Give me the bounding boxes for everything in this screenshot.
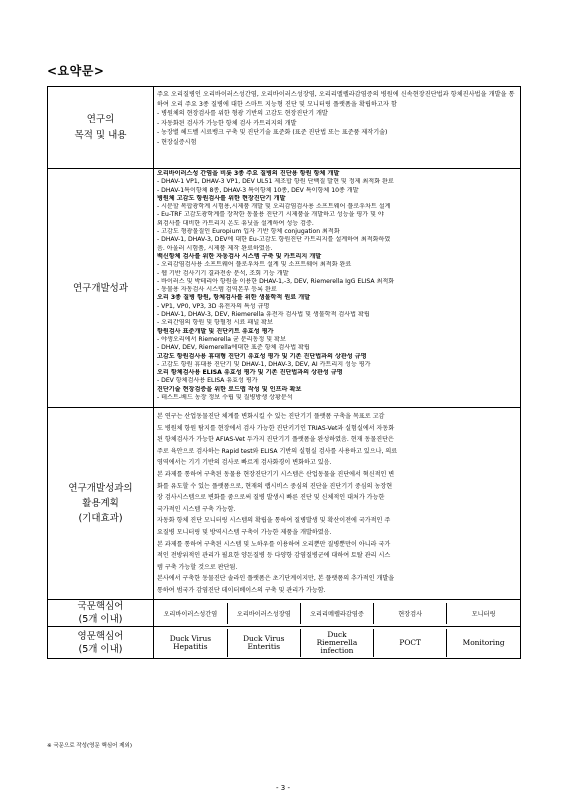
keyword-en: [374, 629, 447, 657]
keyword-en-line: Hepatitis: [173, 641, 208, 651]
results-item: - DHAV-1, DHAV-3, DEV에 대한 Eu-고감도 항원진단 카트리지를 설계하여 최적화하였: [157, 236, 391, 244]
plan-line: 주로 육안으로 검사하는 Rapid test와 ELISA 기반의 실험실 검사를 사용하고 있으나, 의료: [157, 447, 398, 455]
plan-line: 화를 유도할 수 있는 플랫폼으로, 현재의 랩시비스 중심의 진단을 진단기기 중심의 농장현: [157, 482, 393, 490]
results-item: - 테스트-베드 농장 정보 수립 및 질병방생 상황분석: [157, 394, 293, 402]
results-item: - 오리간염의 항원 및 항혈청 시료 패널 확보: [157, 319, 273, 327]
keyword-en: [447, 629, 520, 657]
keywords-en-label: [48, 627, 154, 659]
keyword-ko: 오리바이러스성간염: [163, 610, 218, 618]
keywords-en-cell: [154, 627, 521, 659]
results-item: - 바이러스 및 박테리아 항원을 이용한 DHAV-1,-3, DEV, Riemerella IgG ELISA 최적화: [157, 277, 395, 285]
plan-label-line: (기대효과): [78, 513, 123, 524]
results-heading: 오리 3종 질병 항원, 항체검사를 위한 생물학적 원료 개발: [157, 294, 311, 302]
results-item: - 시분할 복합광학계 시험용,시제품 개발 및 오리감염검사용 소프트웨어 플로우차트 설계: [157, 203, 391, 211]
results-item: - DHAV, DEV, Riemerella에대한 표준 항체 검사법 확립: [157, 344, 310, 352]
results-content: [154, 169, 521, 408]
keyword-en-line: Duck: [327, 629, 347, 639]
keywords-ko-table: [154, 603, 520, 624]
keyword-en-line: Duck Virus: [243, 633, 285, 643]
keyword-en-line: POCT: [399, 637, 421, 647]
results-item: - 야생오리에서 Riemerella 균 분리동정 및 확보: [157, 335, 286, 343]
plan-line: 통하여 범국가 감염진단 데이터베이스의 구축 및 관리가 가능함.: [157, 586, 326, 594]
keyword-en: [300, 629, 373, 657]
results-item: - DHAV-1, DHAV-3, DEV, Riemerella 유전자 검사법 및 생물학적 검사법 확립: [157, 311, 370, 319]
results-item: - DEV 항체검사용 ELISA 유효성 평가: [157, 377, 258, 385]
results-heading: 백신항체 검사를 위한 자동검사 시스템 구축 및 카트리지 개발: [157, 252, 322, 260]
results-item: - 동물용 자동검사 시스템 검역본부 등록 완료: [157, 286, 277, 294]
purpose-content: [154, 87, 521, 169]
summary-table: [47, 86, 521, 659]
plan-label: [48, 408, 154, 600]
purpose-item: - 병원체의 현장검사를 위한 형광 기반의 고감도 현장진단기 개발: [157, 110, 328, 118]
keywords-en-table: [154, 629, 520, 657]
keywords-en-label-line: 영문핵심어: [77, 630, 124, 642]
plan-line: 영역에서는 기기 기반의 검사로 빠르게 검사화경이 변화하고 있음.: [157, 459, 332, 467]
keyword-ko: 오리리메렐라감염증: [300, 603, 373, 624]
results-item: - 고감도 항원 휴대용 진단기 및 DHAV-1, DHAV-3, DEV, AI 카트리지 성능 평가: [157, 360, 371, 368]
keyword-ko: 오리바이러스성장염: [227, 603, 300, 624]
keyword-en-line: Enteritis: [247, 641, 281, 651]
purpose-label-line: 목적 및 내용: [74, 130, 127, 141]
keyword-ko: 현장검사: [374, 603, 447, 624]
results-item: 음. 아울러 시험품, 시제품 제작 완료하였음.: [157, 244, 273, 252]
keywords-ko-cell: [154, 600, 521, 627]
plan-row: [48, 408, 521, 600]
keywords-en-label-line: (5개 이내): [78, 643, 123, 655]
plan-line: 적인 전방위적인 관리가 필요한 양돈질병 등 다양항 감염질병군에 대하여 토탈 관리 시스: [157, 552, 391, 560]
plan-line: 된 항체검사가 가능한 AFIAS-Vet 두가지 진단기기 플랫폼을 완성하였음. 현재 동물진단은: [157, 436, 394, 444]
keywords-ko-label-line: (5개 이내): [78, 614, 123, 625]
keywords-en-row: [48, 627, 521, 659]
purpose-item: - 자동화된 검사가 가능한 항체 검사 카트리지의 개발: [157, 119, 297, 127]
plan-line: 템 구축 가능할 것으로 판단됨.: [157, 563, 238, 571]
keywords-ko-row: [48, 600, 521, 627]
results-heading: 항원검사 표준개발 및 진단키트 유효성 평가: [157, 327, 274, 335]
keywords-ko-label-line: 국문핵심어: [77, 601, 124, 612]
plan-line: 자동화 항체 진단 모니터링 시스템의 확립을 통하여 질병발생 및 확산이전에 국가적인 주: [157, 517, 391, 525]
plan-line: 도 병원체 항원 탐지를 현장에서 검사 가능한 진단키기인 TRIAS-Vet과 실험실에서 자동화: [157, 424, 395, 432]
purpose-label-line: 연구의: [86, 114, 115, 125]
purpose-label: [48, 87, 154, 169]
results-heading: 진단기술 현장검증을 위한 로드맵 작성 및 인프라 확보: [157, 385, 302, 393]
plan-line: 장 검사시스템으로 변화를 줌으로써 질병 발생시 빠른 진단 및 신체적인 대처가 가능한: [157, 494, 385, 502]
keyword-en: [154, 629, 227, 657]
plan-line: 요질병 모니터링 및 방역시스템 구축이 가능한 제품을 개발하였음.: [157, 528, 332, 536]
results-item: - 오리감염검사용 소프트웨어 플로우차트 설계 및 소프트웨어 최적화 완료: [157, 261, 352, 269]
purpose-row: [48, 87, 521, 169]
footnote: ※ 국문으로 작성(영문 핵심어 제외): [47, 743, 132, 749]
results-item: - DHAV-1특이항체 8종, DHAV-3 특이항체 10종, DEV 특이항체 10종 개발: [157, 186, 359, 194]
keyword-en-line: Duck Virus: [169, 633, 211, 643]
plan-line: 본 연구는 산업동물진단 체계를 변화시킬 수 있는 진단기기 플랫폼 구축을 목표로 고감: [157, 413, 385, 420]
results-item: - VP1, VP0, VP3, 3D 유전자의 특성 규명: [157, 302, 270, 310]
keywords-ko-label: [48, 600, 154, 627]
results-heading: 오리바이러스성 간염을 비롯 3종 주요 질병의 진단용 항원 항체 개발: [157, 170, 340, 177]
purpose-paragraph: 주요 오리질병인 오리바이러스성간염, 오리바이러스성장염, 오리리멜렐라감염증의 병원에 신속현장진단법과 항체진사법을 개발을 통하여 오리 주요 3종 질병에 대한 스마트 지능형 진단 및 모니터링 플랫폼을 확립하고자 함: [157, 91, 515, 108]
plan-line: 본 과제를 통하여 구축된 동물용 현장진단기기 시스템은 산업동물을 진단에서 혁신적인 변: [157, 470, 395, 478]
plan-content: [154, 408, 521, 600]
purpose-item: - 농장별 헤드벨 시료뱅크 구축 및 진단기술 표준화 (표준 진단법 또는 표준품 제작기술): [157, 129, 388, 137]
results-heading: 병원체 고감도 항원검사를 위한 현장진단기 개발: [157, 194, 286, 202]
keyword-en: [227, 629, 300, 657]
results-heading: 오리 항체검사용 ELISA 유효성 평가 및 기존 진단법과의 상관성 규명: [157, 369, 343, 377]
plan-label-line: 연구개발성과의: [68, 483, 133, 494]
keyword-en-line: Monitoring: [462, 637, 505, 647]
plan-line: 본사에서 구축한 동물진단 솔라인 플랫폼은 초기단계이지만, 본 플랫폼의 추가적인 개발을: [157, 575, 395, 583]
keyword-ko: 모니터링: [447, 603, 520, 624]
plan-line: 본 과제를 통하여 구축된 시스템 및 노하우를 이용하여 오리뿐만 질병뿐만이 아니라 국가: [157, 540, 391, 548]
results-item: - 고감도 형광물질인 Europium 입자 기반 항체 conjugation 최적화: [157, 228, 340, 236]
purpose-item: - 현장실증시험: [157, 138, 197, 146]
page-title: <요약문>: [47, 64, 105, 78]
keyword-en-line: infection: [320, 645, 354, 655]
page-number: - 3 -: [276, 784, 290, 792]
results-item: 외검사를 대비한 카트리지 온도 유닛을 설계하여 성능 검증.: [157, 219, 314, 227]
results-item: - Eu-TRF 고감도광학계를 장착한 동물용 진단기 시제품을 개발하고 성능을 평가 및 야: [157, 211, 384, 219]
results-item: - 웹 기반 검사기기 결과전송 분석, 조회 기능 개발: [157, 269, 289, 277]
results-row: [48, 169, 521, 408]
plan-line: 국가적인 시스템 구축 가능함.: [157, 505, 236, 513]
results-item: - DHAV-1 VP1, DHAV-3 VP1, DEV UL51 제조합 항원 단백질 발현 및 정제 최적화 완료: [157, 178, 394, 186]
keyword-en-line: Riemerella: [316, 637, 358, 647]
results-label: 연구개발성과: [48, 169, 154, 408]
plan-label-line: 활용계획: [82, 498, 119, 509]
results-heading: 고감도 항원검사용 휴대형 진단기 유효성 평가 및 기존 진단법과의 상관성 규명: [157, 352, 367, 360]
